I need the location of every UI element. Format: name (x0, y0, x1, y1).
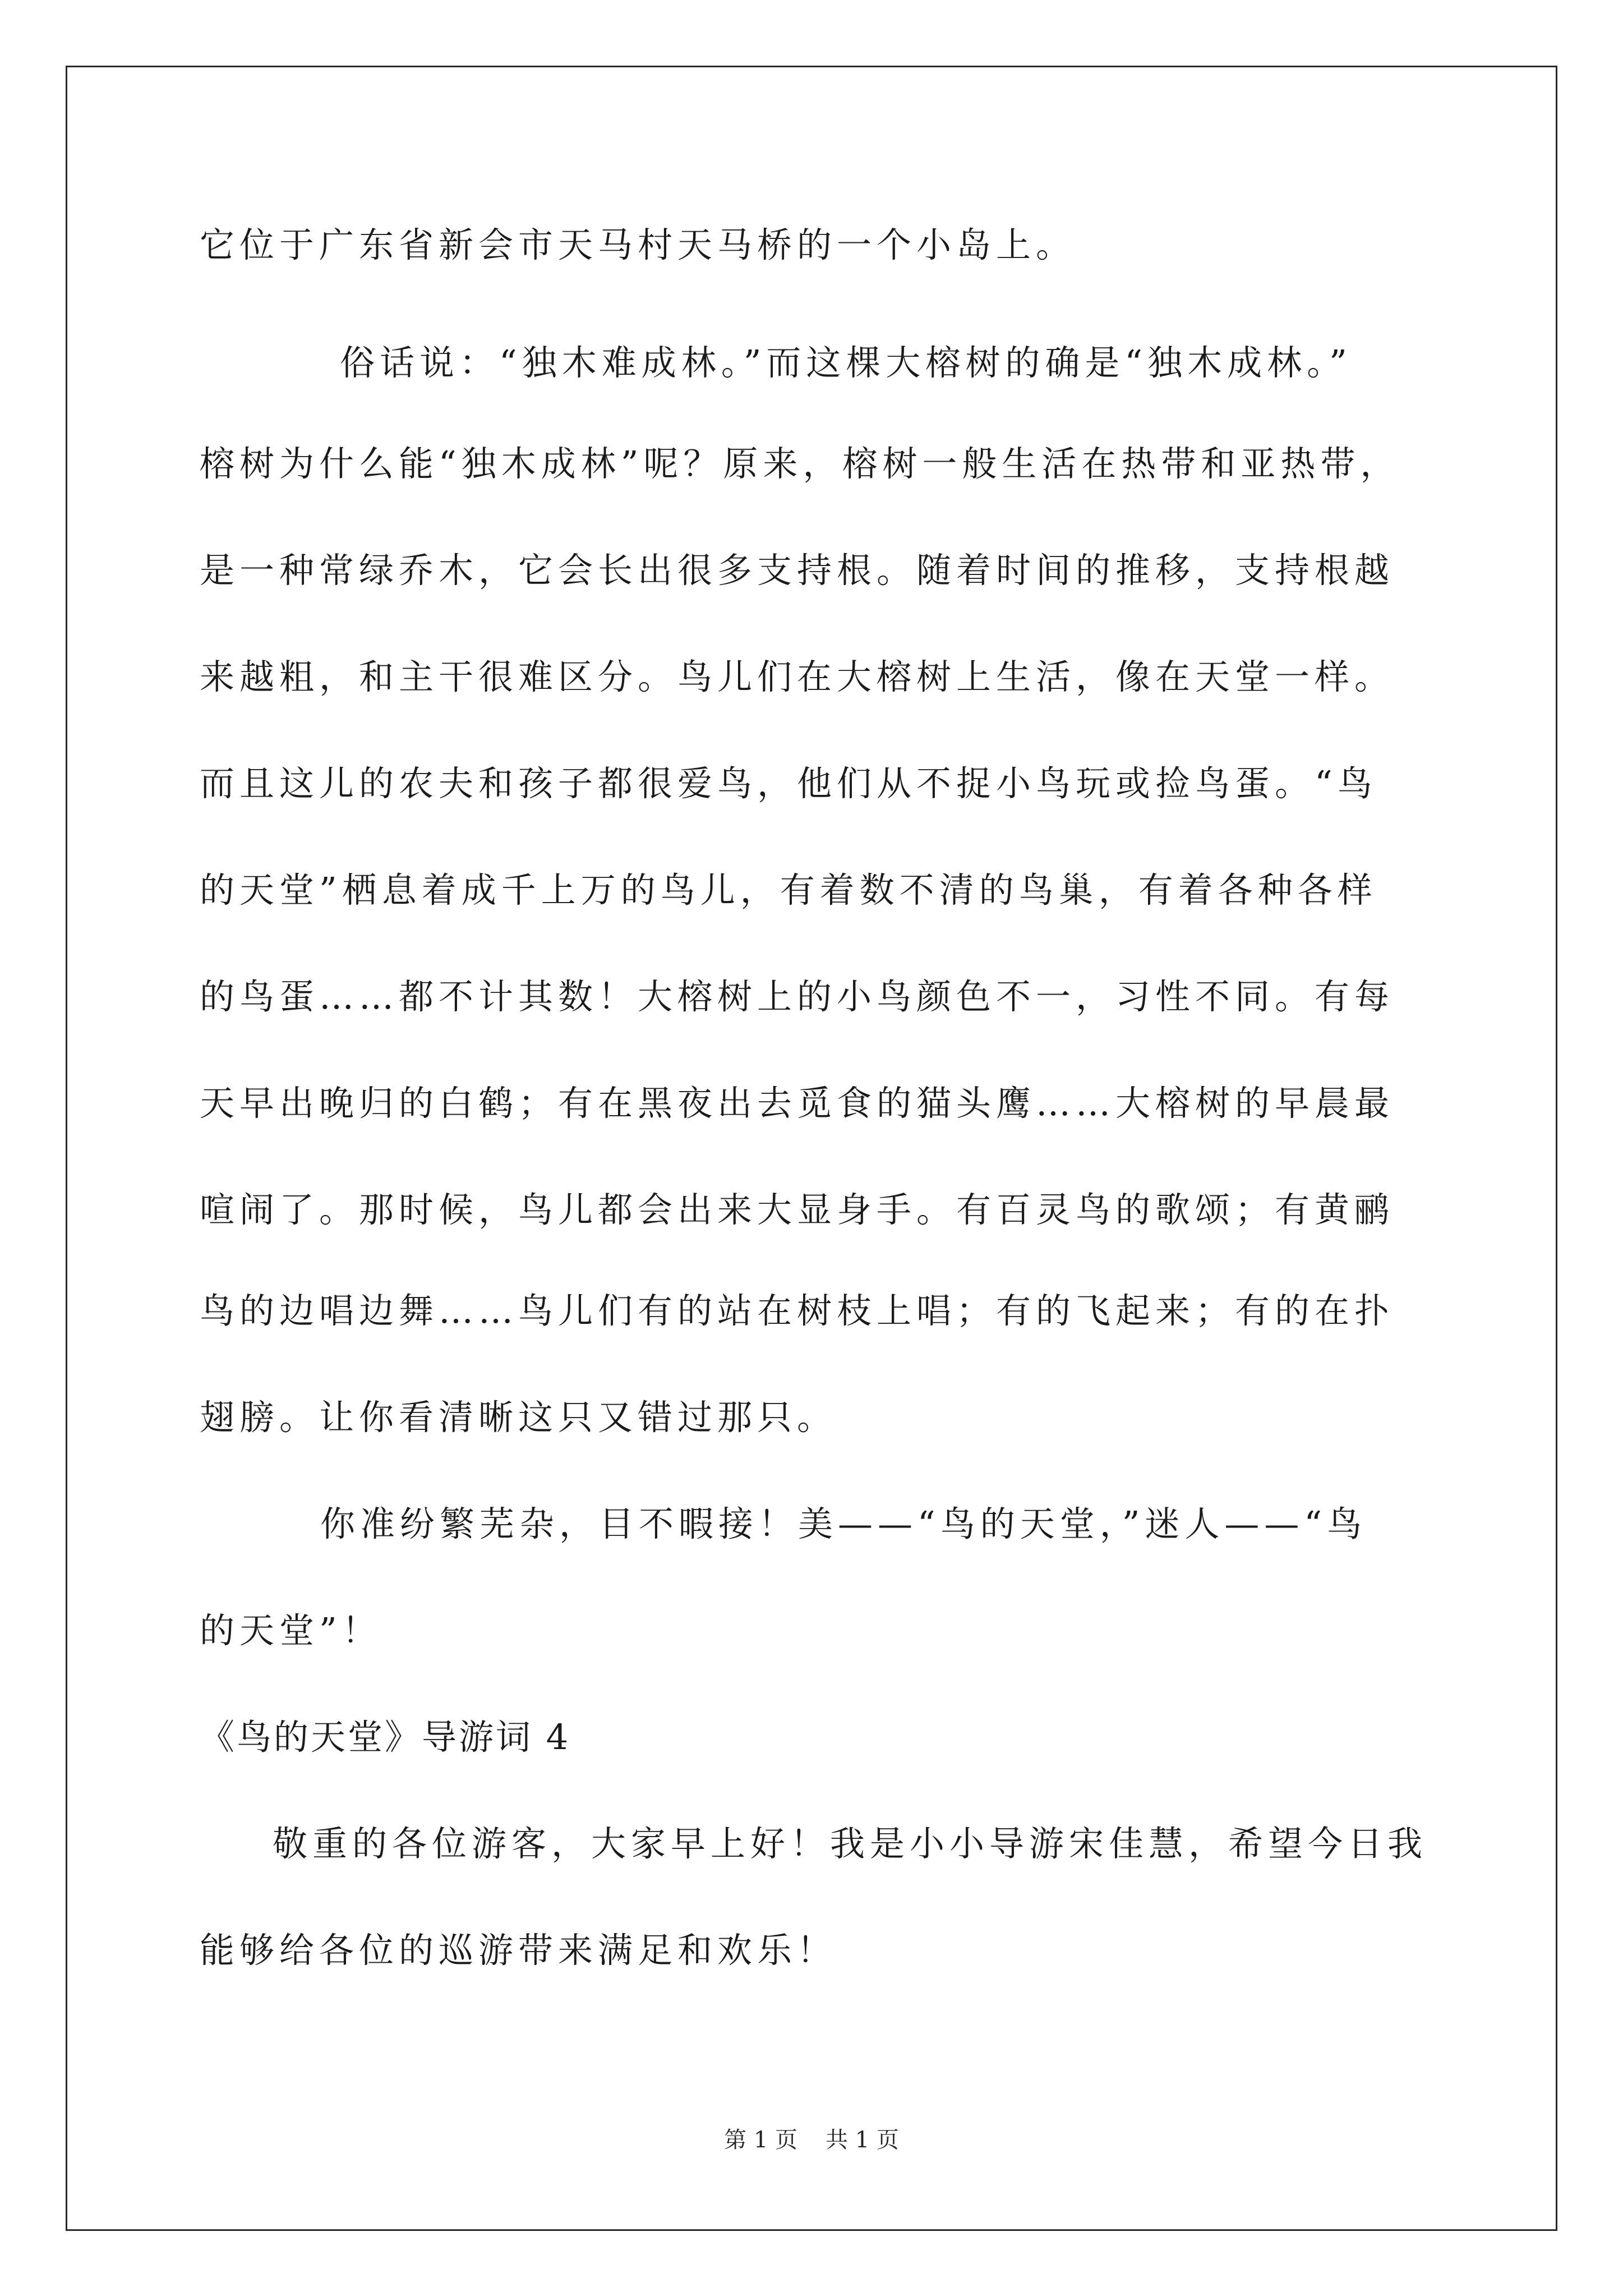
paragraph-line: 天早出晚归的白鹤；有在黑夜出去觅食的猫头鹰……大榕树的早晨最 (200, 1083, 1395, 1124)
paragraph-line: 的天堂”！ (200, 1610, 382, 1651)
page-border (66, 66, 1557, 2231)
paragraph-line: 的鸟蛋……都不计其数！大榕树上的小鸟颜色不一，习性不同。有每 (200, 976, 1395, 1017)
paragraph-line: 榕树为什么能“独木成林”呢？原来，榕树一般生活在热带和亚热带， (200, 443, 1400, 484)
paragraph-line: 敬重的各位游客，大家早上好！我是小小导游宋佳慧，希望今日我 (273, 1823, 1428, 1864)
paragraph-line: 的天堂”栖息着成千上万的鸟儿，有着数不清的鸟巢，有着各种各样 (200, 869, 1377, 910)
paragraph-line: 你准纷繁芜杂，目不暇接！美——“鸟的天堂，”迷人——“鸟 (320, 1503, 1367, 1544)
paragraph-line: 它位于广东省新会市天马村天马桥的一个小岛上。 (200, 224, 1076, 265)
paragraph-line: 鸟的边唱边舞……鸟儿们有的站在树枝上唱；有的飞起来；有的在扑 (200, 1290, 1395, 1331)
page-total: 共 1 页 (826, 2127, 899, 2153)
page-footer (0, 2126, 1623, 2154)
paragraph-line: 是一种常绿乔木，它会长出很多支持根。随着时间的推移，支持根越 (200, 550, 1395, 591)
section-heading: 《鸟的天堂》导游词 4 (200, 1717, 571, 1757)
paragraph-line: 俗话说：“独木难成林。”而这棵大榕树的确是“独木成林。” (340, 342, 1352, 383)
paragraph-line: 来越粗，和主干很难区分。鸟儿们在大榕树上生活，像在天堂一样。 (200, 656, 1395, 697)
paragraph-line: 能够给各位的巡游带来满足和欢乐！ (200, 1930, 837, 1971)
paragraph-line: 喧闹了。那时候，鸟儿都会出来大显身手。有百灵鸟的歌颂；有黄鹂 (200, 1189, 1395, 1230)
page-number: 第 1 页 (724, 2127, 797, 2153)
paragraph-line: 而且这儿的农夫和孩子都很爱鸟，他们从不捉小鸟玩或捡鸟蛋。“鸟 (200, 763, 1377, 804)
paragraph-line: 翅膀。让你看清晰这只又错过那只。 (200, 1397, 837, 1438)
